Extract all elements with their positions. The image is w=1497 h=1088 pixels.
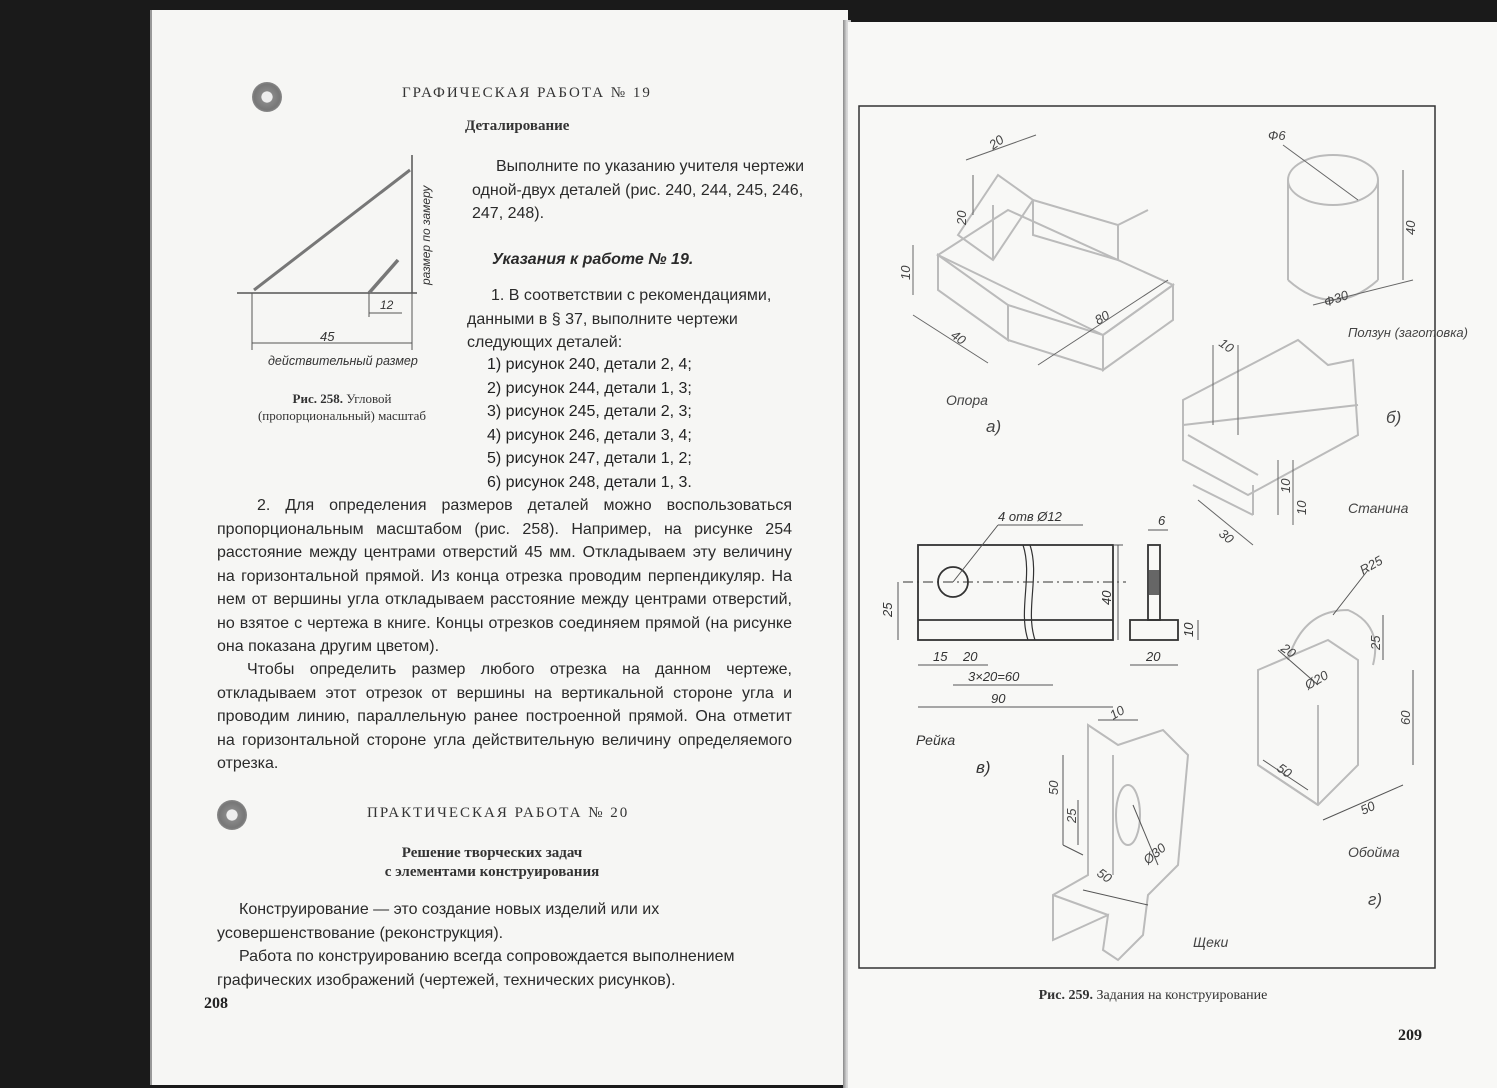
clip-dim-60: 60	[1398, 710, 1413, 725]
support-dim-40: 40	[948, 327, 969, 348]
fig258-caption-text: Угловой (пропорциональный) масштаб	[257, 391, 427, 423]
list-item: 5) рисунок 247, детали 1, 2;	[487, 450, 692, 467]
slider-dimension-lines	[1283, 145, 1413, 305]
clip-name: Обойма	[1348, 844, 1400, 860]
list-item: 1) рисунок 240, детали 2, 4;	[487, 356, 692, 373]
rack-dim-20: 20	[963, 649, 978, 664]
work-emblem-icon	[252, 82, 282, 112]
frame-dim-10-a: 10	[1278, 478, 1293, 493]
fig259-drawings	[858, 105, 1468, 970]
rack-dim-40: 40	[1099, 590, 1114, 605]
rack-dim-10: 10	[1181, 622, 1196, 637]
fig258-actual-label: действительный размер	[268, 354, 418, 368]
fig258-vertical-label: размер по замеру	[419, 185, 433, 285]
list-item: 6) рисунок 248, детали 1, 3.	[487, 473, 692, 491]
instruction-item-1: 1. В соответствии с рекомендациями, данными в § 37, выполните чертежи следующих деталей:	[467, 287, 772, 351]
paragraph-graphics: Работа по конструированию всегда сопровождается выполнением графических изображений (чертежей, технических рисунков).	[217, 948, 735, 989]
work19-subtitle: Деталирование	[465, 118, 570, 134]
rack-holes-label: 4 отв Ø12	[998, 509, 1062, 524]
clip-dim-r25: R25	[1357, 552, 1386, 578]
rack-dim-90: 90	[991, 691, 1006, 706]
rack-dim-60: 3×20=60	[968, 669, 1020, 684]
cheeks-dim-50-a: 50	[1046, 780, 1061, 795]
rack-dim-25: 25	[880, 602, 895, 617]
frame-dim-10-b: 10	[1294, 500, 1309, 515]
cheeks-drawing	[1053, 725, 1188, 960]
paragraph-measure: Чтобы определить размер любого отрезка на данном чертеже, откладываем этот отрезок от вершины на вертикальной стороне угла и проводим линию, параллельную ранее построенной прямой. Она отметит на горизонтальной стороне угла действительную величину определяемого отрезка.	[217, 661, 792, 772]
frame-drawing	[1183, 340, 1358, 515]
frame-dim-10-top: 10	[1216, 335, 1237, 356]
rack-dim-15: 15	[933, 649, 948, 664]
cheeks-letter: г)	[1368, 890, 1383, 909]
work19-title: ГРАФИЧЕСКАЯ РАБОТА № 19	[402, 85, 652, 101]
detail-list	[487, 353, 807, 494]
fig258-caption-label: Рис. 258.	[292, 391, 343, 406]
frame-letter: б)	[1386, 408, 1402, 427]
work20-subtitle-line2: с элементами конструирования	[384, 864, 600, 880]
right-page	[848, 22, 1497, 1088]
rack-dim-6: 6	[1158, 513, 1166, 528]
clip-dim-50-b: 50	[1357, 798, 1378, 818]
slider-drawing	[1288, 155, 1378, 300]
paragraph-construction: Конструирование — это создание новых изделий или их усовершенствование (реконструкция).	[217, 901, 660, 942]
frame-name: Станина	[1348, 500, 1409, 516]
clip-dim-50-a: 50	[1274, 760, 1295, 781]
rack-name: Рейка	[916, 732, 956, 748]
instructions-title: Указания к работе № 19.	[492, 251, 694, 268]
support-letter: а)	[986, 417, 1002, 436]
rack-letter: в)	[976, 758, 991, 777]
fig258-angular-scale	[232, 145, 462, 385]
fig258-dim-45: 45	[320, 329, 335, 344]
slider-dim-f30: Ф30	[1321, 287, 1351, 310]
clip-drawing	[1258, 610, 1375, 805]
support-dim-20-top: 20	[986, 131, 1007, 153]
list-item: 4) рисунок 246, детали 3, 4;	[487, 426, 692, 444]
cheeks-name: Щеки	[1193, 934, 1229, 950]
slider-name: Ползун (заготовка)	[1348, 325, 1468, 340]
cheeks-dim-25: 25	[1064, 808, 1079, 823]
rack-dimension-lines	[898, 525, 1198, 707]
slider-dim-40: 40	[1403, 220, 1418, 235]
frame-dimension-lines	[1198, 345, 1293, 545]
rack-drawing	[903, 545, 1178, 640]
page-number-right: 209	[1398, 1027, 1422, 1044]
fig258-caption	[247, 390, 437, 424]
list-item: 2) рисунок 244, детали 1, 3;	[487, 379, 692, 397]
work20-title: ПРАКТИЧЕСКАЯ РАБОТА № 20	[367, 805, 630, 821]
paragraph-proportional-scale: 2. Для определения размеров деталей можно воспользоваться пропорциональным масштабом (рис. 258). Например, на рисунке 254 расстояние между центрами отверстий 45 мм. Откладываем эту величину на горизонтальной прямой. Из конца отрезка проводим перпендикуляр. На нем от вершины угла откладываем расстояние между центрами отверстий, но взятое с чертежа в книге. Концы отрезков соединяем прямой (на рисунке она показана другим цветом).	[217, 497, 792, 655]
fig259-caption	[993, 987, 1313, 1004]
list-item: 3) рисунок 245, детали 2, 3;	[487, 403, 692, 420]
rack-dim-20-side: 20	[1146, 649, 1161, 664]
support-dim-80: 80	[1092, 307, 1113, 328]
fig258-dim-12: 12	[380, 298, 394, 312]
slider-dim-f6: Ф6	[1268, 128, 1286, 143]
left-page	[150, 10, 848, 1085]
support-dim-20-side: 20	[954, 210, 969, 225]
support-name: Опора	[946, 392, 988, 408]
clip-dim-25: 25	[1368, 635, 1383, 650]
frame-dim-30: 30	[1216, 525, 1237, 547]
clip-dim-f20: Ø20	[1302, 667, 1331, 693]
intro-paragraph: Выполните по указанию учителя чертежи одной-двух деталей (рис. 240, 244, 245, 246, 247, 248).	[472, 158, 805, 222]
fig259-caption-label: Рис. 259.	[1038, 988, 1093, 1003]
fig259-caption-text: Задания на конструирование	[1096, 988, 1268, 1003]
work-emblem-icon	[217, 800, 247, 830]
support-dim-10: 10	[898, 265, 913, 280]
support-dimension-lines	[913, 135, 1168, 365]
page-number-left: 208	[204, 995, 228, 1012]
clip-dim-20: 20	[1278, 640, 1299, 661]
work20-subtitle	[332, 844, 652, 882]
cheeks-dim-50-b: 50	[1094, 865, 1115, 886]
work20-subtitle-line1: Решение творческих задач	[401, 845, 583, 861]
cheeks-dim-10: 10	[1107, 702, 1128, 723]
cheeks-dim-f30: Ø30	[1140, 840, 1169, 868]
